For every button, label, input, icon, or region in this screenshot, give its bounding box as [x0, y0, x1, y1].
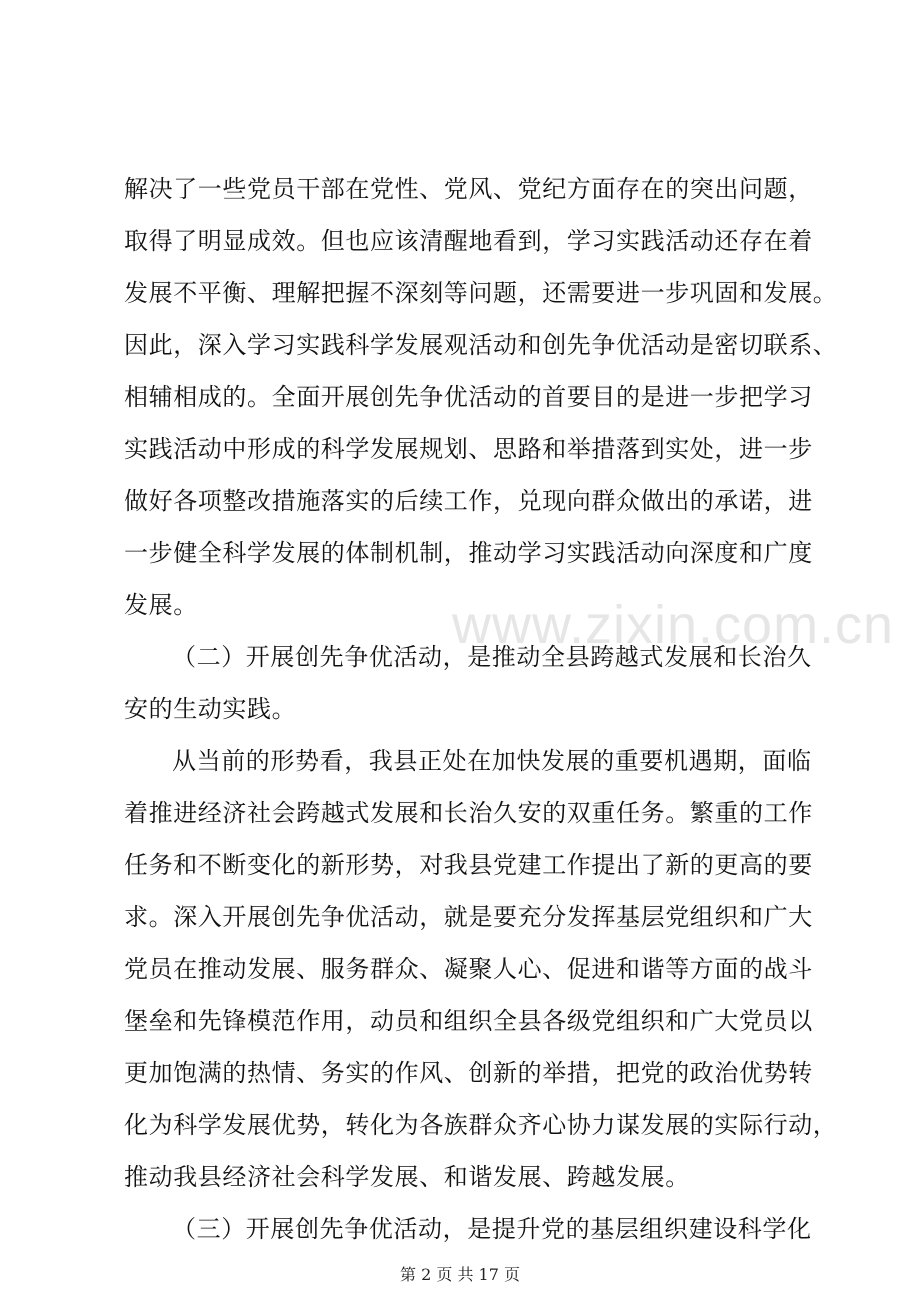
paragraph-line: 做好各项整改措施落实的后续工作，兑现向群众做出的承诺，进	[124, 487, 813, 515]
paragraph-line: 从当前的形势看，我县正处在加快发展的重要机遇期，面临	[172, 747, 812, 775]
paragraph-line: 一步健全科学发展的体制机制，推动学习实践活动向深度和广度	[124, 539, 813, 567]
page-number-footer: 第 2 页 共 17 页	[400, 1265, 520, 1284]
paragraph-line: 推动我县经济社会科学发展、和谐发展、跨越发展。	[124, 1163, 690, 1191]
paragraph-line: 任务和不断变化的新形势，对我县党建工作提出了新的更高的要	[124, 851, 813, 879]
watermark: www.zixin.com.cn	[452, 595, 895, 655]
paragraph-line: 发展不平衡、理解把握不深刻等问题，还需要进一步巩固和发展。	[124, 279, 838, 307]
paragraph-line: 更加饱满的热情、务实的作风、创新的举措，把党的政治优势转	[124, 1059, 813, 1087]
paragraph-line: 党员在推动发展、服务群众、凝聚人心、促进和谐等方面的战斗	[124, 955, 813, 983]
paragraph-line: 实践活动中形成的科学发展规划、思路和举措落到实处，进一步	[124, 435, 813, 463]
section-heading-line: （三）开展创先争优活动，是提升党的基层组织建设科学化	[172, 1215, 812, 1243]
section-heading-line: （二）开展创先争优活动，是推动全县跨越式发展和长治久	[172, 643, 812, 671]
paragraph-line: 化为科学发展优势，转化为各族群众齐心协力谋发展的实际行动，	[124, 1111, 838, 1139]
paragraph-line: 因此，深入学习实践科学发展观活动和创先争优活动是密切联系、	[124, 331, 838, 359]
paragraph-line: 堡垒和先锋模范作用，动员和组织全县各级党组织和广大党员以	[124, 1007, 813, 1035]
section-heading-line: 安的生动实践。	[124, 695, 297, 723]
paragraph-line: 求。深入开展创先争优活动，就是要充分发挥基层党组织和广大	[124, 903, 813, 931]
paragraph-line: 发展。	[124, 591, 198, 619]
paragraph-line: 着推进经济社会跨越式发展和长治久安的双重任务。繁重的工作	[124, 799, 813, 827]
paragraph-line: 解决了一些党员干部在党性、党风、党纪方面存在的突出问题，	[124, 175, 813, 203]
paragraph-line: 取得了明显成效。但也应该清醒地看到，学习实践活动还存在着	[124, 227, 813, 255]
paragraph-line: 相辅相成的。全面开展创先争优活动的首要目的是进一步把学习	[124, 383, 813, 411]
